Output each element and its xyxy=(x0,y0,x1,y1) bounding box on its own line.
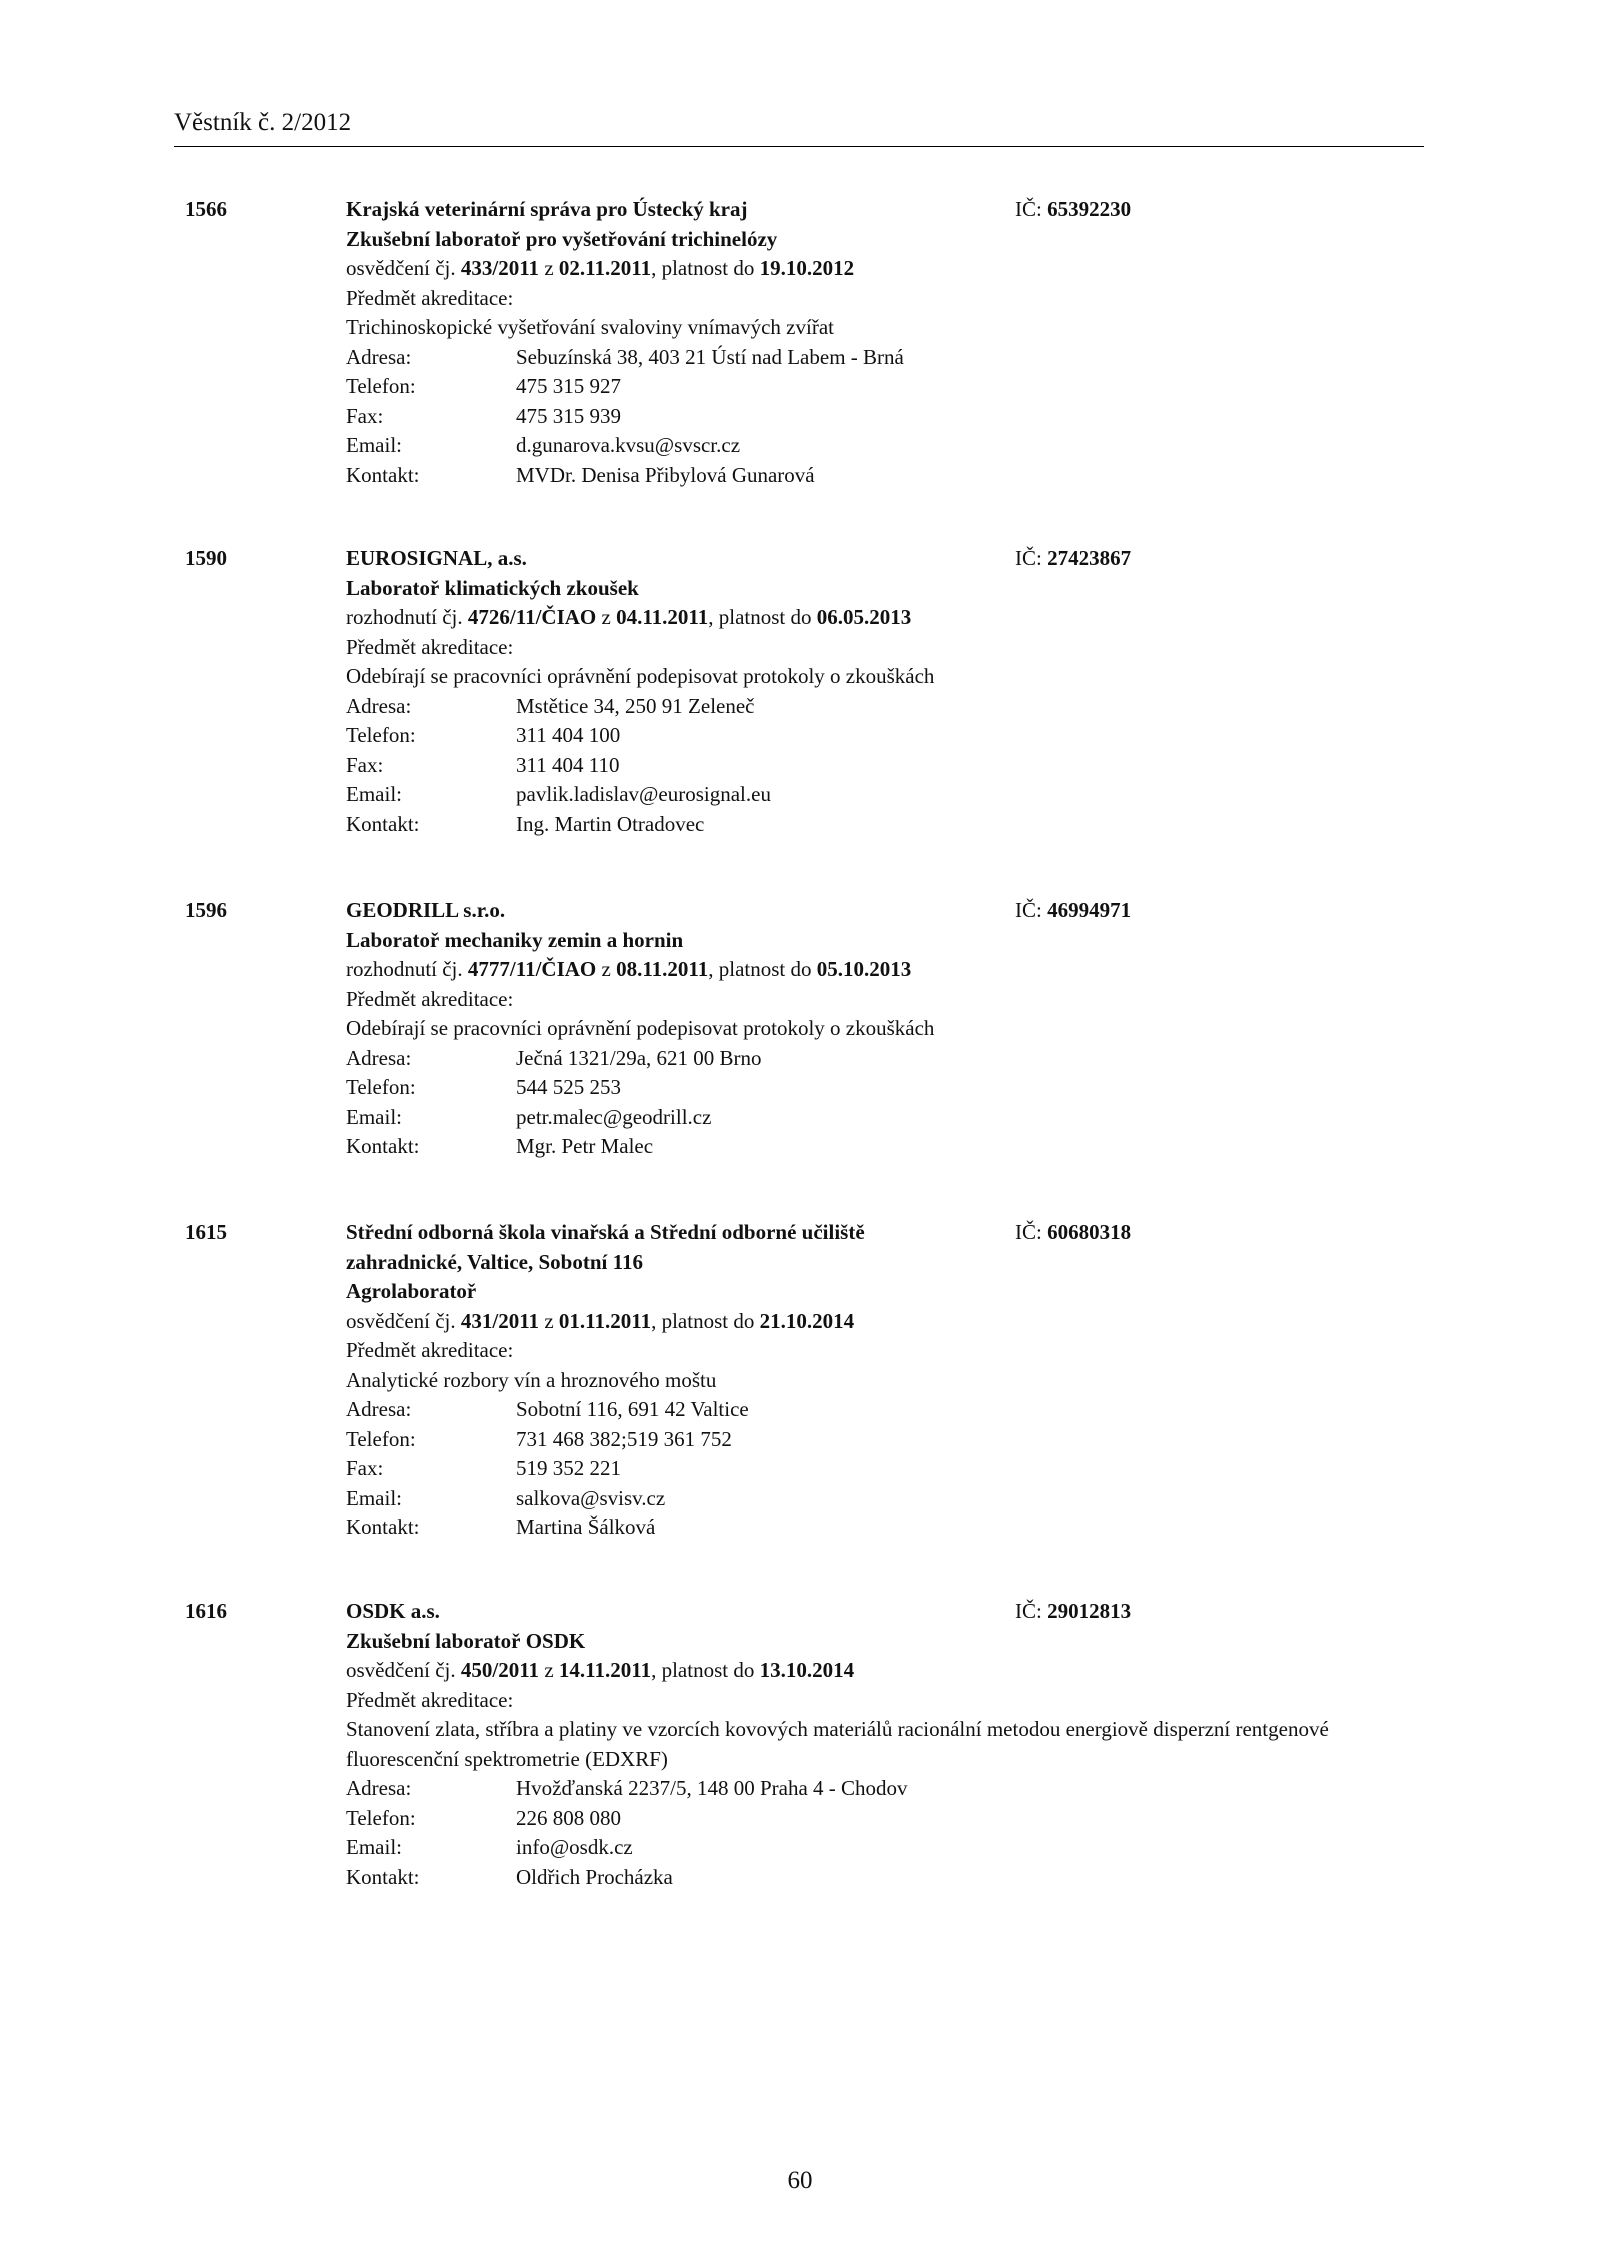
entry-number: 1566 xyxy=(185,197,227,221)
valid-to-date: 21.10.2014 xyxy=(759,1308,855,1333)
laboratory-name: Zkušební laboratoř pro vyšetřování trichinelózy xyxy=(346,226,778,251)
phone-label: Telefon: xyxy=(346,723,416,747)
email-label: Email: xyxy=(346,433,402,457)
email-value: d.gunarova.kvsu@svscr.cz xyxy=(516,433,741,457)
subject-label: Předmět akreditace: xyxy=(346,1687,514,1712)
email-label: Email: xyxy=(346,1104,402,1129)
phone-value: 226 808 080 xyxy=(516,1805,621,1830)
valid-to-date: 06.05.2013 xyxy=(816,605,912,629)
laboratory-name: Laboratoř klimatických zkoušek xyxy=(346,575,639,600)
subject-label: Předmět akreditace: xyxy=(346,1338,514,1362)
address-row xyxy=(346,1044,1396,1074)
subject-label: Předmět akreditace: xyxy=(346,634,514,659)
document-type: rozhodnutí čj. xyxy=(346,957,463,981)
ic-label: IČ: xyxy=(1015,197,1042,221)
fax-label: Fax: xyxy=(346,1456,384,1480)
phone-label: Telefon: xyxy=(346,1426,416,1451)
entry-body xyxy=(346,896,1396,1162)
entry-body xyxy=(346,544,1396,839)
page-number: 60 xyxy=(787,2167,813,2194)
address-value: Sebuzínská 38, 403 21 Ústí nad Labem - Brná xyxy=(516,344,904,369)
contact-value: Martina Šálková xyxy=(516,1515,656,1539)
address-value: Ječná 1321/29a, 621 00 Brno xyxy=(516,1045,762,1070)
validity-label: , platnost do xyxy=(651,1658,755,1682)
email-value: salkova@svisv.cz xyxy=(516,1485,666,1510)
email-label: Email: xyxy=(346,1835,402,1859)
phone-label: Telefon: xyxy=(346,374,416,398)
organization-name: Střední odborná škola vinařská a Střední odborné učiliště xyxy=(346,1220,865,1244)
organization-name: OSDK a.s. xyxy=(346,1599,440,1623)
address-row xyxy=(346,343,1396,373)
address-value: Sobotní 116, 691 42 Valtice xyxy=(516,1397,749,1421)
validity-label: , platnost do xyxy=(708,957,812,981)
from-label: z xyxy=(544,1308,554,1333)
email-row xyxy=(346,780,1396,810)
from-label: z xyxy=(544,256,554,280)
address-row xyxy=(346,1395,1396,1425)
contact-value: Mgr. Petr Malec xyxy=(516,1134,654,1158)
document-type: osvědčení čj. xyxy=(346,1308,456,1333)
ic-value: 46994971 xyxy=(1047,898,1132,922)
phone-label: Telefon: xyxy=(346,1075,416,1099)
laboratory-name: Laboratoř mechaniky zemin a hornin xyxy=(346,927,684,952)
subject-text: Trichinoskopické vyšetřování svaloviny vnímavých zvířat xyxy=(346,315,834,339)
validity-label: , platnost do xyxy=(651,1308,755,1333)
entry-number: 1616 xyxy=(185,1599,227,1623)
organization-name: zahradnické, Valtice, Sobotní 116 xyxy=(346,1249,643,1274)
ic-label: IČ: xyxy=(1015,1220,1042,1244)
laboratory-name: Zkušební laboratoř OSDK xyxy=(346,1628,586,1653)
validity-label: , platnost do xyxy=(708,605,812,629)
document-number: 4726/11/ČIAO xyxy=(467,605,597,629)
address-label: Adresa: xyxy=(346,344,412,369)
phone-value: 544 525 253 xyxy=(516,1075,621,1099)
document-date: 14.11.2011 xyxy=(558,1658,652,1682)
certificate-line xyxy=(346,603,1396,633)
ic-label: IČ: xyxy=(1015,1599,1042,1623)
ic-label: IČ: xyxy=(1015,898,1042,922)
entry-number: 1615 xyxy=(185,1220,227,1244)
contact-value: Ing. Martin Otradovec xyxy=(516,811,705,836)
phone-row xyxy=(346,721,1396,751)
email-row xyxy=(346,1103,1396,1133)
document-type: osvědčení čj. xyxy=(346,1658,456,1682)
phone-row xyxy=(346,1073,1396,1103)
contact-label: Kontakt: xyxy=(346,1864,420,1889)
document-type: rozhodnutí čj. xyxy=(346,605,463,629)
contact-label: Kontakt: xyxy=(346,1134,420,1158)
email-label: Email: xyxy=(346,782,402,806)
validity-label: , platnost do xyxy=(651,256,755,280)
ic-label: IČ: xyxy=(1015,546,1042,570)
subject-label: Předmět akreditace: xyxy=(346,986,514,1011)
fax-label: Fax: xyxy=(346,752,384,777)
phone-value: 731 468 382;519 361 752 xyxy=(516,1426,732,1451)
address-row xyxy=(346,1774,1396,1804)
entry-number: 1596 xyxy=(185,898,227,922)
address-value: Hvožďanská 2237/5, 148 00 Praha 4 - Chodov xyxy=(516,1776,908,1800)
contact-row xyxy=(346,1132,1396,1162)
contact-label: Kontakt: xyxy=(346,811,420,836)
document-date: 04.11.2011 xyxy=(616,605,709,629)
address-value: Mstětice 34, 250 91 Zeleneč xyxy=(516,693,755,718)
document-date: 02.11.2011 xyxy=(558,256,652,280)
address-label: Adresa: xyxy=(346,1776,412,1800)
email-value: info@osdk.cz xyxy=(516,1835,633,1859)
phone-row xyxy=(346,1804,1396,1834)
ic-value: 27423867 xyxy=(1047,546,1132,570)
document-date: 08.11.2011 xyxy=(616,957,709,981)
document-number: 431/2011 xyxy=(460,1308,540,1333)
document-type: osvědčení čj. xyxy=(346,256,456,280)
email-row xyxy=(346,431,1396,461)
email-label: Email: xyxy=(346,1485,402,1510)
subject-label: Předmět akreditace: xyxy=(346,285,514,310)
email-value: petr.malec@geodrill.cz xyxy=(516,1104,712,1129)
page-header xyxy=(174,108,1424,147)
subject-text: Analytické rozbory vín a hroznového moštu xyxy=(346,1367,717,1392)
subject-text: Odebírají se pracovníci oprávnění podepisovat protokoly o zkouškách xyxy=(346,664,935,688)
from-label: z xyxy=(544,1658,554,1682)
contact-label: Kontakt: xyxy=(346,462,420,487)
contact-label: Kontakt: xyxy=(346,1515,420,1539)
journal-title: Věstník č. 2/2012 xyxy=(174,109,352,136)
email-value: pavlik.ladislav@eurosignal.eu xyxy=(516,782,771,806)
fax-value: 519 352 221 xyxy=(516,1456,621,1480)
contact-value: MVDr. Denisa Přibylová Gunarová xyxy=(516,462,815,487)
document-number: 450/2011 xyxy=(460,1658,540,1682)
document-number: 4777/11/ČIAO xyxy=(467,957,597,981)
subject-text: Stanovení zlata, stříbra a platiny ve vzorcích kovových materiálů racionální metodou energiově disperzní rentgenové fluorescenční spektrometrie (EDXRF) xyxy=(346,1717,1329,1771)
from-label: z xyxy=(601,605,611,629)
contact-row xyxy=(346,1513,1396,1543)
entry-body xyxy=(346,1218,1396,1543)
fax-row xyxy=(346,1454,1396,1484)
address-label: Adresa: xyxy=(346,693,412,718)
contact-row xyxy=(346,1863,1396,1893)
address-label: Adresa: xyxy=(346,1397,412,1421)
fax-value: 475 315 939 xyxy=(516,403,621,428)
certificate-line xyxy=(346,955,1396,985)
certificate-line xyxy=(346,254,1396,284)
certificate-line xyxy=(346,1307,1396,1337)
organization-name: GEODRILL s.r.o. xyxy=(346,898,506,922)
certificate-line xyxy=(346,1656,1396,1686)
address-label: Adresa: xyxy=(346,1045,412,1070)
fax-value: 311 404 110 xyxy=(516,752,620,777)
valid-to-date: 05.10.2013 xyxy=(816,957,912,981)
address-row xyxy=(346,692,1396,722)
contact-row xyxy=(346,810,1396,840)
phone-label: Telefon: xyxy=(346,1805,416,1830)
document-number: 433/2011 xyxy=(460,256,540,280)
phone-row xyxy=(346,1425,1396,1455)
organization-name: EUROSIGNAL, a.s. xyxy=(346,546,527,570)
subject-text: Odebírají se pracovníci oprávnění podepisovat protokoly o zkouškách xyxy=(346,1016,935,1040)
email-row xyxy=(346,1833,1396,1863)
entry-body xyxy=(346,1597,1396,1892)
phone-value: 475 315 927 xyxy=(516,374,621,398)
entry-number: 1590 xyxy=(185,546,227,570)
valid-to-date: 13.10.2014 xyxy=(759,1658,855,1682)
ic-value: 65392230 xyxy=(1047,197,1132,221)
from-label: z xyxy=(601,957,611,981)
organization-name: Krajská veterinární správa pro Ústecký kraj xyxy=(346,197,748,221)
ic-value: 29012813 xyxy=(1047,1599,1132,1623)
entry-body xyxy=(346,195,1396,490)
fax-label: Fax: xyxy=(346,403,384,428)
laboratory-name: Agrolaboratoř xyxy=(346,1279,477,1303)
phone-value: 311 404 100 xyxy=(516,723,621,747)
valid-to-date: 19.10.2012 xyxy=(759,256,855,280)
ic-value: 60680318 xyxy=(1047,1220,1132,1244)
contact-row xyxy=(346,461,1396,491)
fax-row xyxy=(346,751,1396,781)
document-date: 01.11.2011 xyxy=(558,1308,652,1333)
email-row xyxy=(346,1484,1396,1514)
contact-value: Oldřich Procházka xyxy=(516,1864,673,1889)
phone-row xyxy=(346,372,1396,402)
fax-row xyxy=(346,402,1396,432)
